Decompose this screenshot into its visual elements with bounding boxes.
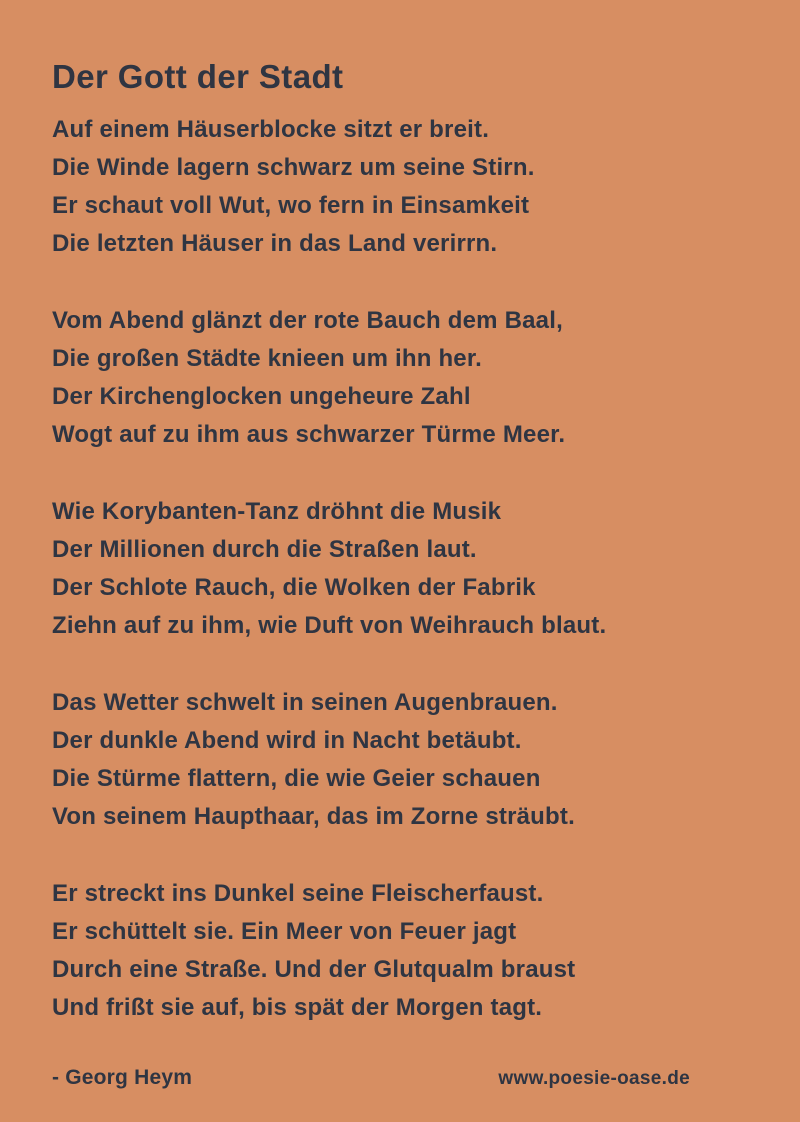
poem-line: Die großen Städte knieen um ihn her. bbox=[52, 344, 482, 372]
poem-line: Das Wetter schwelt in seinen Augenbrauen. bbox=[52, 688, 558, 716]
poem-line: Die letzten Häuser in das Land verirrn. bbox=[52, 229, 498, 257]
stanza-2 bbox=[52, 302, 748, 454]
poem-line: Der dunkle Abend wird in Nacht betäubt. bbox=[52, 726, 522, 754]
poem-line: Wogt auf zu ihm aus schwarzer Türme Meer. bbox=[52, 420, 566, 448]
stanza-5 bbox=[52, 875, 748, 1027]
poem-line: Wie Korybanten-Tanz dröhnt die Musik bbox=[52, 497, 502, 525]
poem-line: Die Stürme flattern, die wie Geier schauen bbox=[52, 764, 541, 792]
website-credit: www.poesie-oase.de bbox=[498, 1068, 690, 1089]
poem-line: Vom Abend glänzt der rote Bauch dem Baal, bbox=[52, 306, 563, 334]
poem-line: Der Millionen durch die Straßen laut. bbox=[52, 535, 477, 563]
stanza-1 bbox=[52, 111, 748, 263]
stanza-3 bbox=[52, 493, 748, 645]
poem-line: Er schüttelt sie. Ein Meer von Feuer jagt bbox=[52, 917, 517, 945]
poem-title: Der Gott der Stadt bbox=[52, 58, 344, 95]
poem-line: Er schaut voll Wut, wo fern in Einsamkeit bbox=[52, 191, 530, 219]
poem-line: Ziehn auf zu ihm, wie Duft von Weihrauch blaut. bbox=[52, 611, 607, 639]
poem-line: Durch eine Straße. Und der Glutqualm braust bbox=[52, 955, 576, 983]
poem-line: Er streckt ins Dunkel seine Fleischerfaust. bbox=[52, 879, 544, 907]
poem-body bbox=[52, 111, 748, 1027]
poem-line: Von seinem Haupthaar, das im Zorne sträubt. bbox=[52, 802, 575, 830]
stanza-4 bbox=[52, 684, 748, 836]
poem-line: Der Kirchenglocken ungeheure Zahl bbox=[52, 382, 471, 410]
poem-line: Die Winde lagern schwarz um seine Stirn. bbox=[52, 153, 535, 181]
poem-line: Und frißt sie auf, bis spät der Morgen tagt. bbox=[52, 993, 543, 1021]
poem-author: - Georg Heym bbox=[52, 1065, 193, 1089]
poem-line: Auf einem Häuserblocke sitzt er breit. bbox=[52, 115, 490, 143]
poem-line: Der Schlote Rauch, die Wolken der Fabrik bbox=[52, 573, 536, 601]
